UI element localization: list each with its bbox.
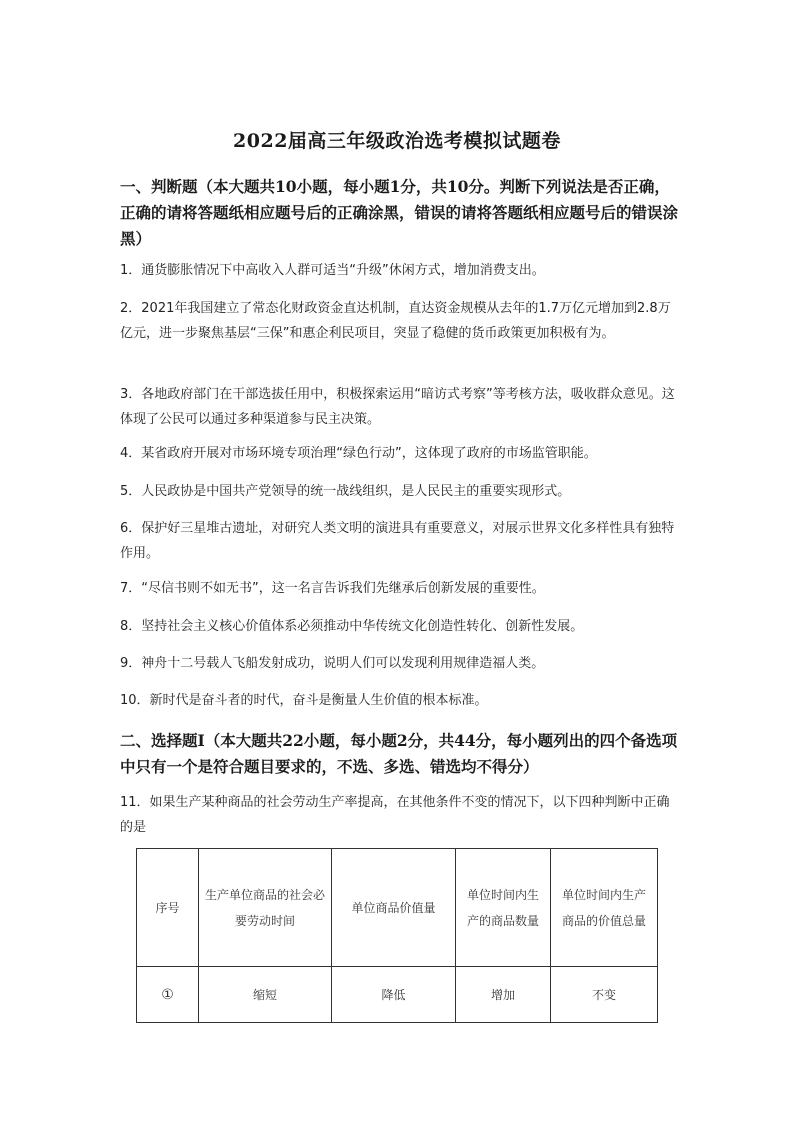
table-cell: 降低 (332, 967, 456, 1023)
page-title: 2022届高三年级政治选考模拟试题卷 (233, 130, 561, 152)
question-10: 10．新时代是奋斗者的时代，奋斗是衡量人生价值的根本标准。 (120, 693, 488, 708)
table-cell: 不变 (551, 967, 658, 1023)
table-header-cell: 生产单位商品的社会必要劳动时间 (199, 849, 332, 967)
question-8: 8．坚持社会主义核心价值体系必须推动中华传统文化创造性转化、创新性发展。 (120, 619, 584, 634)
section-1-heading: 一、判断题（本大题共10小题，每小题1分，共10分。判断下列说法是否正确，正确的请将答题纸相应题号后的正确涂黑，错误的请将答题纸相应题号后的错误涂黑） (120, 177, 679, 248)
table-row (137, 967, 658, 1023)
table-cell: 增加 (456, 967, 551, 1023)
question-2: 2．2021年我国建立了常态化财政资金直达机制，直达资金规模从去年的1.7万亿元增加到2.8万亿元，进一步聚焦基层“三保”和惠企利民项目，突显了稳健的货币政策更加积极有为。 (120, 301, 671, 341)
table-header-cell: 单位时间内生产商品的价值总量 (551, 849, 658, 967)
table-header-cell: 序号 (137, 849, 199, 967)
question-5: 5．人民政协是中国共产党领导的统一战线组织，是人民民主的重要实现形式。 (120, 484, 571, 499)
section-2-heading: 二、选择题Ⅰ（本大题共22小题，每小题2分，共44分，每小题列出的四个备选项中只有一个是符合题目要求的，不选、多选、错选均不得分） (120, 731, 678, 776)
table-cell: ① (137, 967, 199, 1023)
table-header-cell: 单位商品价值量 (332, 849, 456, 967)
question-1: 1．通货膨胀情况下中高收入人群可适当“升级”休闲方式，增加消费支出。 (120, 263, 545, 278)
question-11-table (136, 848, 658, 1023)
question-11: 11．如果生产某种商品的社会劳动生产率提高，在其他条件不变的情况下，以下四种判断中正确的是 (120, 795, 670, 835)
table-header-cell: 单位时间内生产的商品数量 (456, 849, 551, 967)
table-cell: 缩短 (199, 967, 332, 1023)
question-6: 6．保护好三星堆古遗址，对研究人类文明的演进具有重要意义，对展示世界文化多样性具有独特作用。 (120, 521, 675, 561)
question-7: 7．“尽信书则不如无书”，这一名言告诉我们先继承后创新发展的重要性。 (120, 581, 545, 596)
question-9: 9．神舟十二号载人飞船发射成功，说明人们可以发现利用规律造福人类。 (120, 656, 545, 671)
question-3: 3．各地政府部门在干部选拔任用中，积极探索运用“暗访式考察”等考核方法，吸收群众意见。这体现了公民可以通过多种渠道参与民主决策。 (120, 387, 675, 427)
question-4: 4．某省政府开展对市场环境专项治理“绿色行动”，这体现了政府的市场监管职能。 (120, 446, 597, 461)
table-header-row (137, 849, 658, 967)
